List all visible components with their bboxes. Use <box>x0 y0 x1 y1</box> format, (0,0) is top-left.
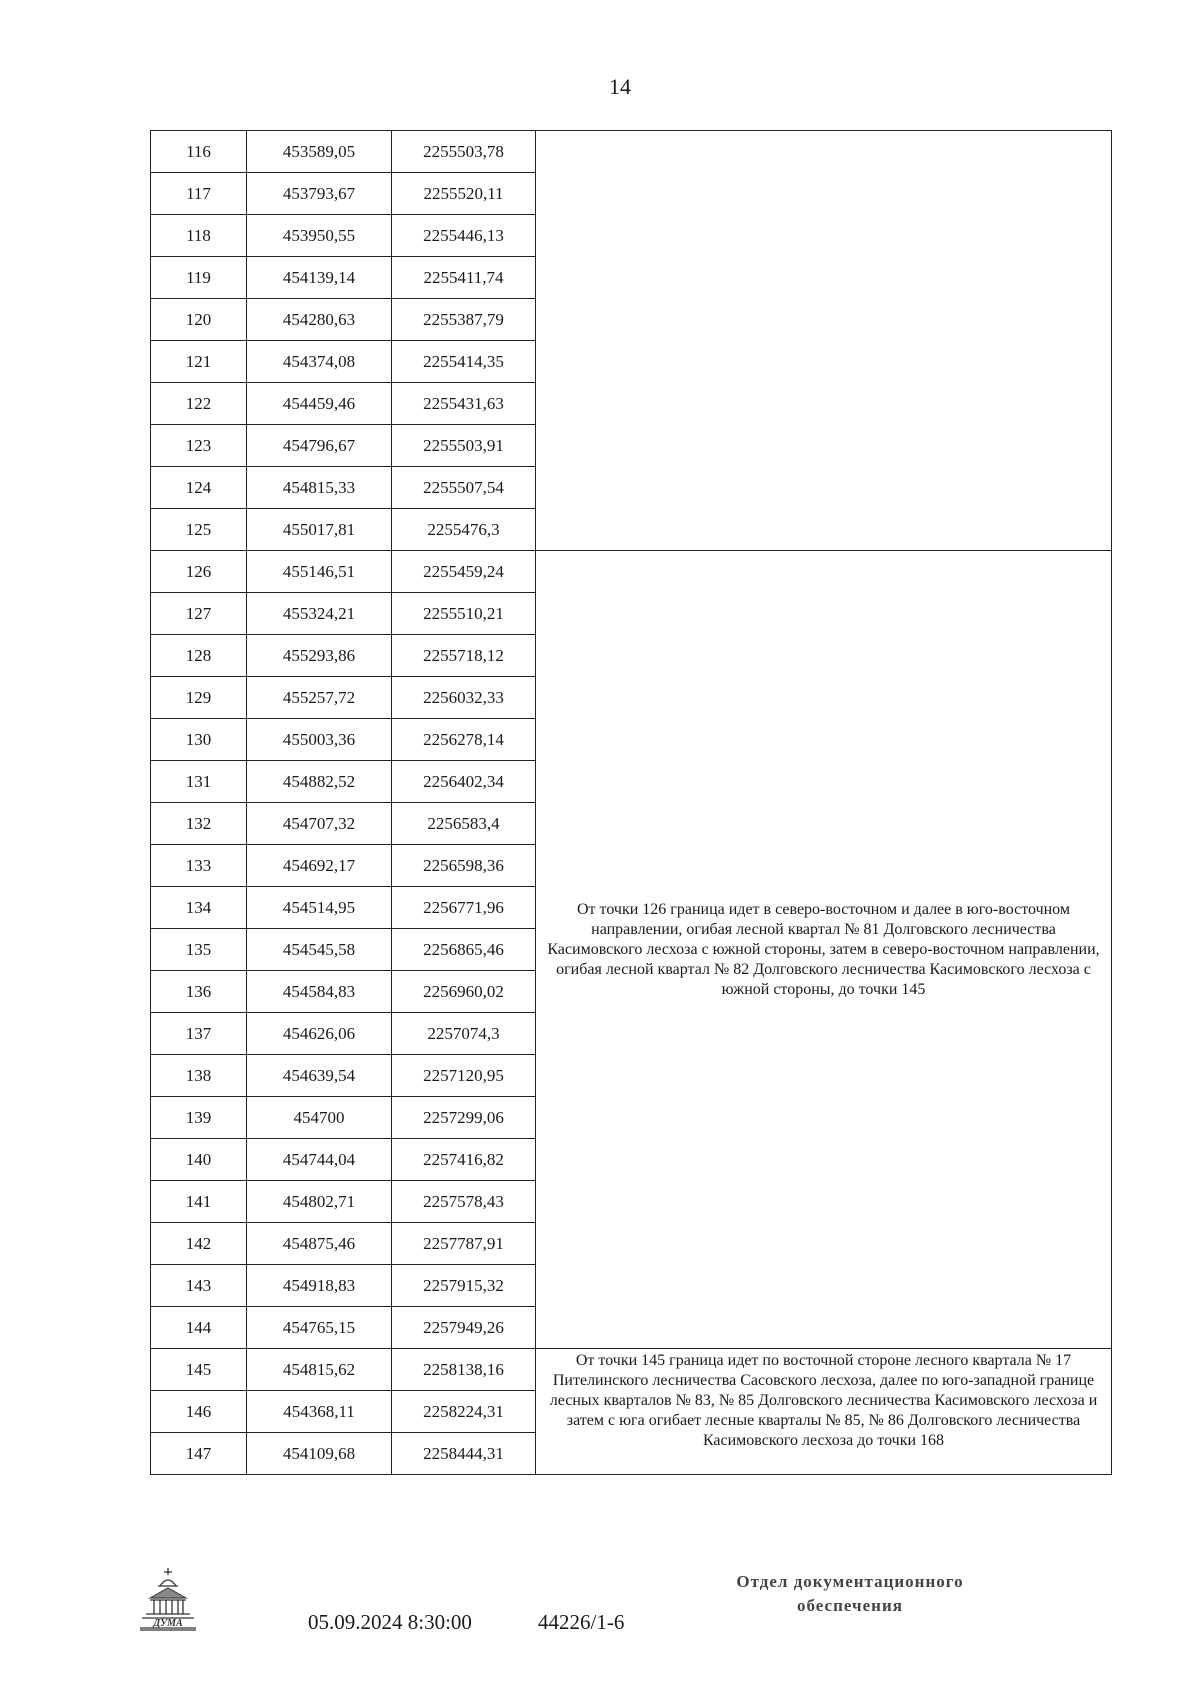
x-coordinate-cell: 454639,54 <box>247 1055 392 1097</box>
table-row <box>151 131 1112 173</box>
duma-building-logo-icon <box>138 1566 198 1632</box>
x-coordinate-cell: 455017,81 <box>247 509 392 551</box>
point-number-cell: 144 <box>151 1307 247 1349</box>
x-coordinate-cell: 454918,83 <box>247 1265 392 1307</box>
point-number-cell: 124 <box>151 467 247 509</box>
department-line-2: обеспечения <box>797 1596 903 1615</box>
y-coordinate-cell: 2255387,79 <box>392 299 536 341</box>
point-number-cell: 135 <box>151 929 247 971</box>
x-coordinate-cell: 454545,58 <box>247 929 392 971</box>
y-coordinate-cell: 2255414,35 <box>392 341 536 383</box>
point-number-cell: 130 <box>151 719 247 761</box>
point-number-cell: 117 <box>151 173 247 215</box>
x-coordinate-cell: 454368,11 <box>247 1391 392 1433</box>
point-number-cell: 125 <box>151 509 247 551</box>
x-coordinate-cell: 453950,55 <box>247 215 392 257</box>
y-coordinate-cell: 2256032,33 <box>392 677 536 719</box>
y-coordinate-cell: 2257074,3 <box>392 1013 536 1055</box>
y-coordinate-cell: 2256865,46 <box>392 929 536 971</box>
y-coordinate-cell: 2258444,31 <box>392 1433 536 1475</box>
coordinates-table <box>150 130 1112 1475</box>
boundary-description-cell: От точки 145 граница идет по восточной стороне лесного квартала № 17 Пителинского лесничества Сасовского лесхоза, далее по юго-западной границе лесных кварталов № 83, № 85 Долговского лесничества Касимовского лесхоза и затем с юга огибает лесные кварталы № 85, № 86 Долговского лесничества Касимовского лесхоза до точки 168 <box>536 1349 1112 1475</box>
page-number: 14 <box>609 74 631 99</box>
point-number-cell: 146 <box>151 1391 247 1433</box>
y-coordinate-cell: 2257299,06 <box>392 1097 536 1139</box>
y-coordinate-cell: 2255476,3 <box>392 509 536 551</box>
point-number-cell: 136 <box>151 971 247 1013</box>
point-number-cell: 118 <box>151 215 247 257</box>
x-coordinate-cell: 454692,17 <box>247 845 392 887</box>
point-number-cell: 134 <box>151 887 247 929</box>
point-number-cell: 137 <box>151 1013 247 1055</box>
x-coordinate-cell: 454796,67 <box>247 425 392 467</box>
x-coordinate-cell: 454109,68 <box>247 1433 392 1475</box>
point-number-cell: 126 <box>151 551 247 593</box>
x-coordinate-cell: 455003,36 <box>247 719 392 761</box>
point-number-cell: 133 <box>151 845 247 887</box>
point-number-cell: 147 <box>151 1433 247 1475</box>
department-stamp <box>700 1570 1000 1618</box>
x-coordinate-cell: 454765,15 <box>247 1307 392 1349</box>
point-number-cell: 119 <box>151 257 247 299</box>
x-coordinate-cell: 454744,04 <box>247 1139 392 1181</box>
x-coordinate-cell: 455257,72 <box>247 677 392 719</box>
y-coordinate-cell: 2255431,63 <box>392 383 536 425</box>
point-number-cell: 122 <box>151 383 247 425</box>
y-coordinate-cell: 2255507,54 <box>392 467 536 509</box>
y-coordinate-cell: 2256598,36 <box>392 845 536 887</box>
point-number-cell: 141 <box>151 1181 247 1223</box>
x-coordinate-cell: 454707,32 <box>247 803 392 845</box>
x-coordinate-cell: 454700 <box>247 1097 392 1139</box>
y-coordinate-cell: 2256583,4 <box>392 803 536 845</box>
y-coordinate-cell: 2257949,26 <box>392 1307 536 1349</box>
logo-text: ДУМА <box>153 1618 183 1629</box>
x-coordinate-cell: 454815,33 <box>247 467 392 509</box>
point-number-cell: 139 <box>151 1097 247 1139</box>
y-coordinate-cell: 2257416,82 <box>392 1139 536 1181</box>
point-number-cell: 127 <box>151 593 247 635</box>
y-coordinate-cell: 2258138,16 <box>392 1349 536 1391</box>
x-coordinate-cell: 455293,86 <box>247 635 392 677</box>
y-coordinate-cell: 2255411,74 <box>392 257 536 299</box>
y-coordinate-cell: 2257787,91 <box>392 1223 536 1265</box>
point-number-cell: 145 <box>151 1349 247 1391</box>
y-coordinate-cell: 2255520,11 <box>392 173 536 215</box>
point-number-cell: 123 <box>151 425 247 467</box>
y-coordinate-cell: 2256278,14 <box>392 719 536 761</box>
x-coordinate-cell: 454584,83 <box>247 971 392 1013</box>
y-coordinate-cell: 2255718,12 <box>392 635 536 677</box>
x-coordinate-cell: 454882,52 <box>247 761 392 803</box>
y-coordinate-cell: 2255446,13 <box>392 215 536 257</box>
x-coordinate-cell: 454459,46 <box>247 383 392 425</box>
y-coordinate-cell: 2257120,95 <box>392 1055 536 1097</box>
y-coordinate-cell: 2257915,32 <box>392 1265 536 1307</box>
x-coordinate-cell: 454802,71 <box>247 1181 392 1223</box>
y-coordinate-cell: 2255503,91 <box>392 425 536 467</box>
y-coordinate-cell: 2255510,21 <box>392 593 536 635</box>
x-coordinate-cell: 454626,06 <box>247 1013 392 1055</box>
boundary-description-cell: От точки 126 граница идет в северо-восточном и далее в юго-восточном направлении, огибая лесной квартал № 81 Долговского лесничества Касимовского лесхоза с южной стороны, затем в северо-восточном направлении, огибая лесной квартал № 82 Долговского лесничества Касимовского лесхоза с южной стороны, до точки 145 <box>536 551 1112 1349</box>
x-coordinate-cell: 454875,46 <box>247 1223 392 1265</box>
x-coordinate-cell: 455146,51 <box>247 551 392 593</box>
y-coordinate-cell: 2258224,31 <box>392 1391 536 1433</box>
y-coordinate-cell: 2256402,34 <box>392 761 536 803</box>
point-number-cell: 131 <box>151 761 247 803</box>
x-coordinate-cell: 453793,67 <box>247 173 392 215</box>
y-coordinate-cell: 2255459,24 <box>392 551 536 593</box>
department-line-1: Отдел документационного <box>736 1572 964 1591</box>
x-coordinate-cell: 454815,62 <box>247 1349 392 1391</box>
point-number-cell: 143 <box>151 1265 247 1307</box>
point-number-cell: 140 <box>151 1139 247 1181</box>
x-coordinate-cell: 453589,05 <box>247 131 392 173</box>
point-number-cell: 142 <box>151 1223 247 1265</box>
point-number-cell: 121 <box>151 341 247 383</box>
x-coordinate-cell: 454514,95 <box>247 887 392 929</box>
y-coordinate-cell: 2256771,96 <box>392 887 536 929</box>
x-coordinate-cell: 454280,63 <box>247 299 392 341</box>
point-number-cell: 129 <box>151 677 247 719</box>
print-datetime: 05.09.2024 8:30:00 <box>308 1610 472 1634</box>
x-coordinate-cell: 454374,08 <box>247 341 392 383</box>
point-number-cell: 128 <box>151 635 247 677</box>
y-coordinate-cell: 2256960,02 <box>392 971 536 1013</box>
document-number: 44226/1-6 <box>538 1610 625 1634</box>
x-coordinate-cell: 455324,21 <box>247 593 392 635</box>
table-row <box>151 1349 1112 1391</box>
point-number-cell: 116 <box>151 131 247 173</box>
y-coordinate-cell: 2255503,78 <box>392 131 536 173</box>
x-coordinate-cell: 454139,14 <box>247 257 392 299</box>
boundary-description-cell <box>536 131 1112 551</box>
y-coordinate-cell: 2257578,43 <box>392 1181 536 1223</box>
table-row <box>151 551 1112 593</box>
point-number-cell: 138 <box>151 1055 247 1097</box>
point-number-cell: 132 <box>151 803 247 845</box>
point-number-cell: 120 <box>151 299 247 341</box>
